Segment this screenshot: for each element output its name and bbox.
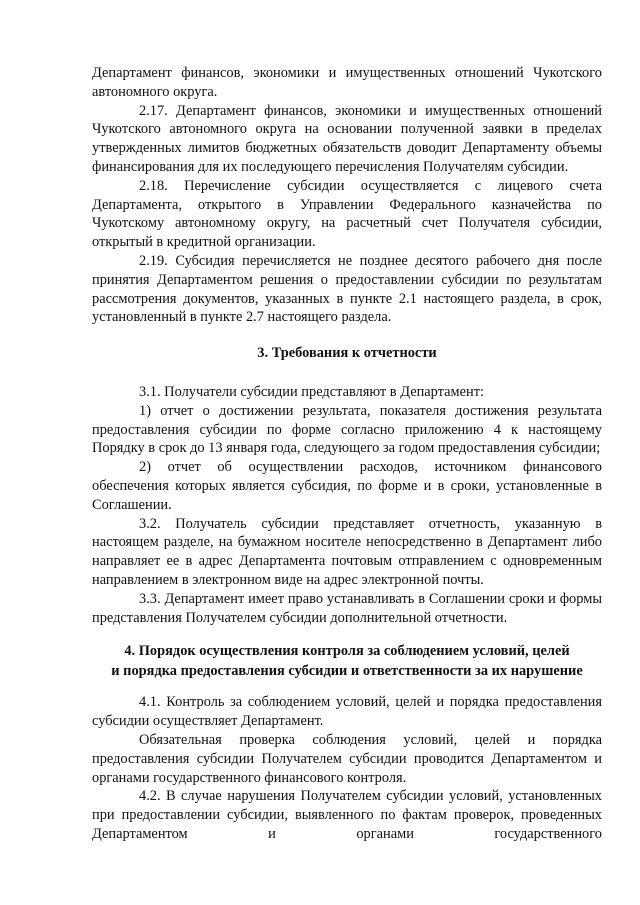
document-page: [92, 64, 602, 844]
paragraph-2-19: 2.19. Субсидия перечисляется не позднее десятого рабочего дня после принятия Департаментом решения о предоставлении субсидии по результатам рассмотрения документов, указанных в пункте 2.1 настоящего раздела, в срок, установленный в пункте 2.7 настоящего раздела.: [92, 252, 602, 326]
section-4-heading-line-1: 4. Порядок осуществления контроля за соблюдением условий, целей: [124, 643, 570, 660]
section-4-heading-line-2: и порядка предоставления субсидии и ответственности за их нарушение: [111, 663, 583, 680]
section-3-heading: 3. Требования к отчетности: [257, 345, 437, 362]
paragraph-3-1-item-2: 2) отчет об осуществлении расходов, источником финансового обеспечения которых является субсидия, по форме и в сроки, установленные в Соглашении.: [92, 459, 602, 513]
paragraph-3-3: 3.3. Департамент имеет право устанавливать в Соглашении сроки и формы представления Получателем субсидии дополнительной отчетности.: [92, 590, 602, 626]
paragraph-3-1-item-1: 1) отчет о достижении результата, показателя достижения результата предоставления субсидии по форме согласно приложению 4 к настоящему Порядку в срок до 13 января года, следующего за годом предоставления субсидии;: [92, 402, 602, 457]
paragraph-continuation: Департамент финансов, экономики и имущественных отношений Чукотского автономного округа.: [92, 65, 602, 100]
paragraph-2-18: 2.18. Перечисление субсидии осуществляется с лицевого счета Департамента, открытого в Управлении Федерального казначейства по Чукотскому автономному округу, на расчетный счет Получателя субсидии, открытый в кредитной организации.: [92, 177, 602, 251]
paragraph-3-1: 3.1. Получатели субсидии представляют в Департамент:: [139, 383, 485, 400]
section-4-heading: [92, 641, 602, 681]
paragraph-2-17: 2.17. Департамент финансов, экономики и имущественных отношений Чукотского автономного округа на основании полученной заявки в пределах утвержденных лимитов бюджетных обязательств доводит Департаменту объемы финансирования для их последующего перечисления Получателям субсидии.: [92, 102, 602, 175]
paragraph-3-2: 3.2. Получатель субсидии представляет отчетность, указанную в настоящем разделе, на бумажном носителе непосредственно в Департамент либо направляет ее в адрес Департамента почтовым отправлением с одновременным направлением в электронном виде на адрес электронной почты.: [92, 515, 602, 588]
paragraph-4-1-mandatory-check: Обязательная проверка соблюдения условий, целей и порядка предоставления субсидии Получателем субсидии проводится Департаментом и органами государственного финансового контроля.: [92, 731, 602, 786]
paragraph-4-1: 4.1. Контроль за соблюдением условий, целей и порядка предоставления субсидии осуществляет Департамент.: [92, 694, 602, 730]
paragraph-4-2: 4.2. В случае нарушения Получателем субсидии условий, установленных при предоставлении субсидии, выявленного по фактам проверок, проведенных Департаментом и органами государственного: [92, 788, 602, 842]
